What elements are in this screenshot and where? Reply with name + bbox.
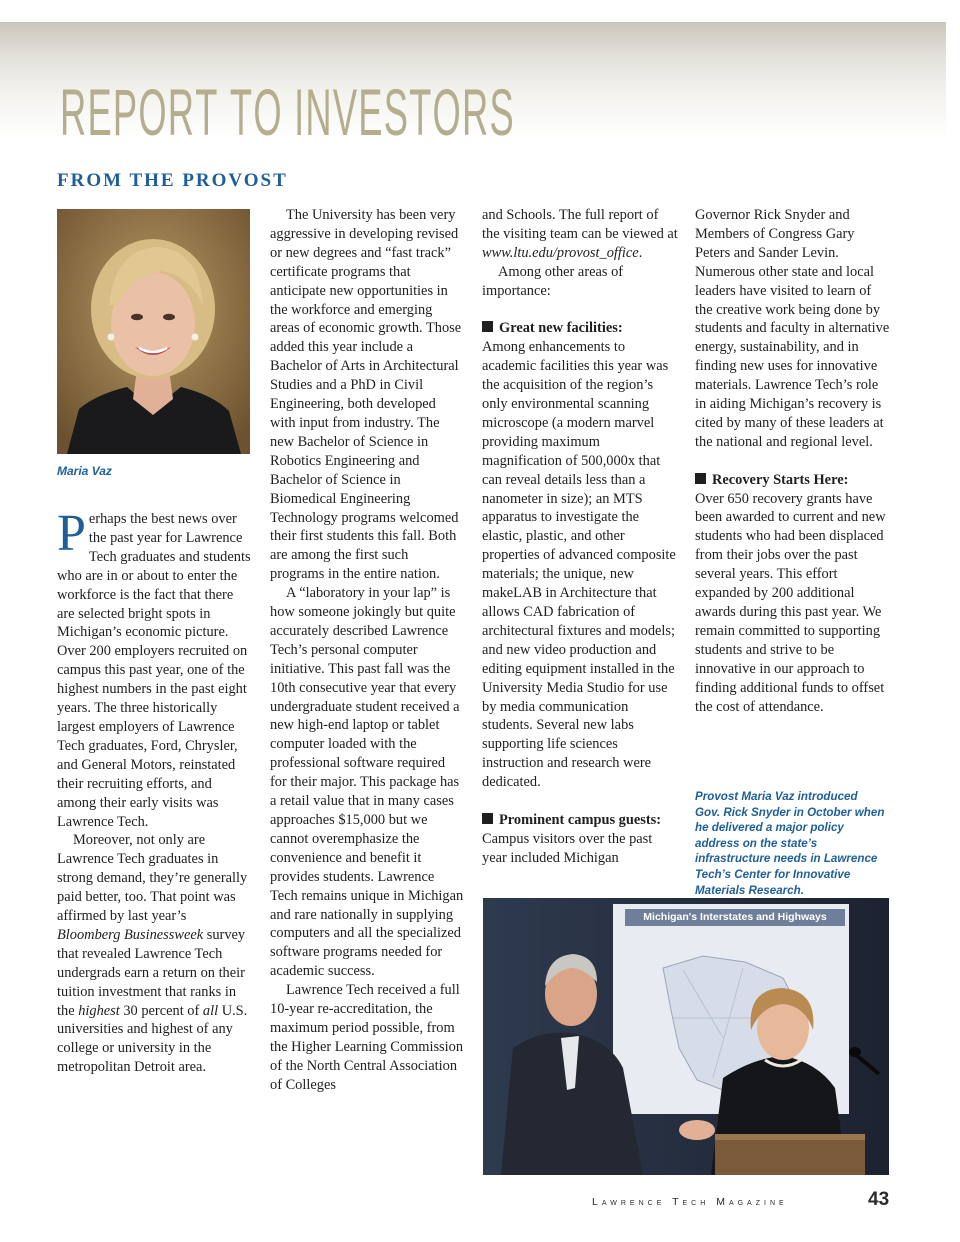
paragraph: Campus visitors over the past year included Michigan (482, 830, 653, 866)
banner-letter: O (138, 75, 167, 149)
paragraph: A “laboratory in your lap” is how someone jokingly but quite accurately described Lawrence Tech’s personal computer initiative. This past fall was the 10th consecutive year that every undergraduate student received a new high-end laptop or tablet computer loaded with the professional software required for their major. This package has a retail value that in many cases approaches $15,000 but we cannot overemphasize the convenience and benefit it provides students. Lawrence Tech remains unique in Michigan and rare nationally in supplying computers and all the specialized software programs needed for academic success. (270, 585, 464, 980)
paragraph (57, 831, 253, 1077)
subheading-guests (482, 811, 678, 830)
bullet-square-icon (695, 473, 706, 484)
paragraph (482, 206, 678, 263)
paragraph: Among enhancements to academic facilities this year was the acquisition of the region’s only environmental scanning microscope (a modern marvel providing maximum magnification of 500,000x that can reveal details less than a nanometer in size); an MTS apparatus to investigate the elastic, plastic, and other properties of advanced composite materials; the unique, new makeLAB in Architecture that allows CAD fabrication of architectural fixtures and models; and new video production and editing equipment installed in the University Media Studio for use by media communication students. Several new labs supporting life sciences instruction and research were dedicated. (482, 339, 676, 791)
event-photo (483, 898, 889, 1175)
banner-letter: E (358, 75, 383, 149)
subheading-text: Great new facilities: (499, 320, 623, 337)
banner-letter: N (305, 75, 332, 149)
subheading-text: Prominent campus guests: (499, 811, 662, 828)
drop-cap: P (57, 505, 86, 562)
photo-caption: Provost Maria Vaz introduced Gov. Rick Snyder in October when he delivered a major policy address on the state’s infrastructure needs in Lawrence Tech’s Center for Innovative Materials Research. (695, 790, 885, 897)
banner-letter: T (229, 75, 253, 149)
banner-letter: R (60, 75, 87, 149)
footer-magazine-name: Lawrence Tech Magazine (592, 1196, 788, 1208)
map-board-title: Michigan's Interstates and Highways (625, 909, 845, 926)
portrait-caption: Maria Vaz (57, 464, 112, 478)
banner-letter: S (489, 75, 514, 149)
subheading-text: Recovery Starts Here: (712, 471, 849, 488)
spacer (482, 792, 678, 811)
header-banner (0, 22, 946, 149)
subheading-facilities (482, 319, 678, 338)
banner-letter: S (383, 75, 408, 149)
bullet-square-icon (482, 813, 493, 824)
paragraph-text: erhaps the best news over the past year for Lawrence Tech graduates and students who are in or about to enter the workforce is the fact that there are selected bright spots in Michigan’s economic picture. Over 200 employers recruited on campus this past year, one of the highest numbers in the past eight years. The three historically largest employers of Lawrence Tech graduates, Ford, Chrysler, and General Motors, reinstated their recruiting efforts, and among their early visits was Lawrence Tech. (57, 511, 251, 830)
paragraph-text: U.S. universities and highest of any college or university in the metropolitan Detroit area. (57, 1002, 248, 1076)
banner-title (60, 72, 514, 152)
subheading-recovery (695, 471, 891, 490)
spacer (695, 452, 891, 471)
paragraph: Among other areas of importance: (482, 263, 624, 299)
banner-letter: I (294, 75, 305, 149)
paragraph: Governor Rick Snyder and Members of Congress Gary Peters and Sander Levin. Numerous other state and local leaders have visited to learn of the creative work being done by students and faculty in alternative energy, sustainability, and in finding new uses for innovative materials. Lawrence Tech’s role in aiding Michigan’s recovery is cited by many of these leaders at the national and regional level. (695, 207, 890, 450)
banner-letter: P (112, 75, 138, 149)
banner-letter: R (462, 75, 489, 149)
paragraph-text: survey that revealed Lawrence Tech undergrads earn a return on their tuition investment that ranks in the (57, 926, 246, 1019)
emphasis-text: highest (78, 1002, 120, 1019)
banner-letter: V (332, 75, 358, 149)
paragraph-text: 30 percent of (119, 1002, 203, 1019)
section-heading: FROM THE PROVOST (57, 170, 288, 191)
page-number: 43 (868, 1189, 890, 1210)
paragraph: Lawrence Tech received a full 10-year re-accreditation, the maximum period possible, from the Higher Learning Commission of the North Central Association of Colleges (270, 982, 464, 1093)
article-column-2 (270, 206, 465, 1095)
paragraph (57, 505, 253, 831)
banner-space (219, 74, 229, 150)
banner-letter: E (87, 75, 112, 149)
banner-letter: O (253, 75, 282, 149)
paragraph: Over 650 recovery grants have been awarded to current and new students who had been displaced from their jobs over the past several years. This effort expanded by 200 additional awards during this past year. We remain committed to supporting students and strive to be innovative in our approach to finding additional funds to offset the cost of attendance. (695, 490, 886, 715)
paragraph: The University has been very aggressive in developing revised or new degrees and “fast track” certificate programs that anticipate new opportunities in the workforce and emerging areas of economic growth. Those added this year include a Bachelor of Arts in Architectural Studies and a PhD in Civil Engineering, both developed with input from industry. The new Bachelor of Science in Robotics Engineering and Bachelor of Science in Biomedical Engineering Technology programs welcomed their first students this fall. Both are among the first such programs in the entire nation. (270, 207, 462, 583)
article-column-3 (482, 206, 678, 868)
article-column-1 (57, 505, 253, 1077)
article-column-4 (695, 206, 891, 716)
paragraph-text: and Schools. The full report of the visiting team can be viewed at (482, 207, 678, 242)
banner-letter: O (432, 75, 461, 149)
banner-letter: T (195, 75, 218, 149)
banner-space (283, 74, 293, 150)
report-link[interactable]: www.ltu.edu/provost_office (482, 244, 639, 261)
spacer (482, 301, 678, 320)
paragraph-text: Moreover, not only are Lawrence Tech graduates in strong demand, they’re generally paid better, too. That point was affirmed by last year’s (57, 832, 248, 925)
banner-letter: T (409, 75, 432, 149)
bullet-square-icon (482, 321, 493, 332)
magazine-title: Bloomberg Businessweek (57, 926, 204, 943)
provost-portrait (57, 209, 250, 454)
banner-letter: R (167, 75, 194, 149)
paragraph-text: . (638, 244, 643, 261)
emphasis-text: all (202, 1002, 219, 1019)
